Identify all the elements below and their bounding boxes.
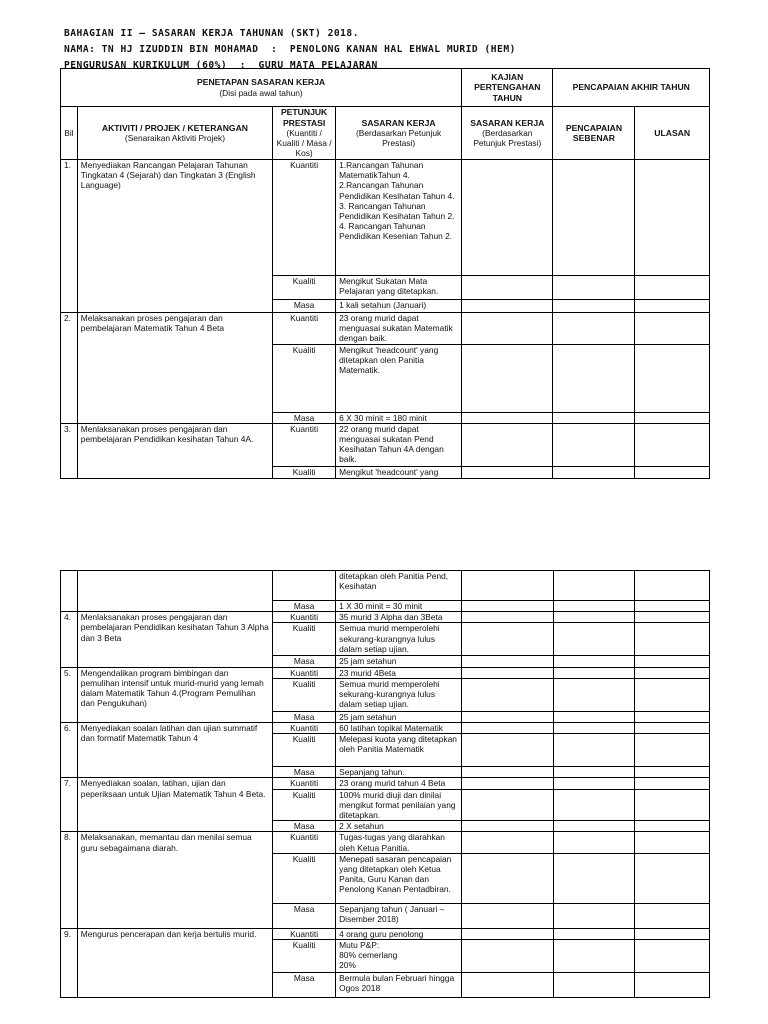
work-target: 23 murid 4Beta: [336, 667, 462, 678]
sasaran-kerja-header: SASARAN KERJA (Berdasarkan Petunjuk Prestasi): [336, 107, 462, 160]
table-row: [61, 778, 710, 789]
kajian-cell[interactable]: [462, 853, 553, 903]
pencapaian-sebenar-cell[interactable]: [553, 300, 635, 313]
kajian-cell[interactable]: [462, 623, 553, 656]
pencapaian-sebenar-cell[interactable]: [553, 767, 635, 778]
performance-indicator: Kuantiti: [273, 612, 336, 623]
performance-indicator: Masa: [273, 656, 336, 667]
work-target: Semua murid memperolehi sekurang-kurangnya lulus dalam setiap ujian.: [336, 678, 462, 711]
ulasan-cell[interactable]: [635, 723, 710, 734]
work-target: Mengikut 'headcount' yang ditetapkan olen Panitia Matematik.: [336, 344, 462, 412]
ulasan-cell[interactable]: [635, 734, 710, 767]
pencapaian-sebenar-cell[interactable]: [553, 734, 635, 767]
ulasan-cell[interactable]: [635, 853, 710, 903]
performance-indicator: Masa: [273, 711, 336, 722]
work-target: 25 jam setahun: [336, 656, 462, 667]
kajian-cell[interactable]: [462, 276, 553, 300]
petunjuk-prestasi-header: PETUNJUK PRESTASI (Kuantiti / Kualiti / Masa / Kos): [273, 107, 336, 160]
activity-description: Menyediakan Rancangan Pelajaran Tahunan Tingkatan 4 (Sejarah) dan Tingkatan 3 (English Language): [77, 160, 272, 313]
kajian-cell[interactable]: [462, 612, 553, 623]
kajian-cell[interactable]: [462, 940, 553, 973]
performance-indicator: Masa: [273, 300, 336, 313]
aktiviti-header: AKTIVITI / PROJEK / KETERANGAN (Senaraikan Aktiviti Projek): [77, 107, 272, 160]
kajian-cell[interactable]: [462, 928, 553, 939]
performance-indicator: Kuantiti: [273, 778, 336, 789]
pencapaian-sebenar-cell[interactable]: [553, 612, 635, 623]
work-target: 25 jam setahun: [336, 711, 462, 722]
activity-description: Melaksanakan, memantau dan menilai semua guru sebagaimana diarah.: [77, 832, 272, 928]
kajian-cell[interactable]: [462, 601, 553, 612]
pencapaian-sebenar-cell[interactable]: [553, 973, 635, 998]
performance-indicator: Kualiti: [273, 276, 336, 300]
ulasan-cell[interactable]: [635, 903, 710, 928]
work-target: 4 orang guru penolong: [336, 928, 462, 939]
skt-table-page-1: [60, 68, 710, 479]
ulasan-cell[interactable]: [635, 412, 710, 423]
performance-indicator: Kuantiti: [273, 723, 336, 734]
performance-indicator: Kualiti: [273, 678, 336, 711]
table-row: [61, 723, 710, 734]
work-target: 1.Rancangan Tahunan MatematikTahun 4. 2.Rancangan Tahunan Pendidikan Kesihatan Tahun 4. 3. Rancangan Tahunan Pendidikan Kesihatan Tahun 2. 4. Rancangan Tahunan Pendidikan Kesenian Tahun 2.: [336, 160, 462, 276]
kajian-cell[interactable]: [462, 767, 553, 778]
work-target: 23 orang murid tahun 4 Beta: [336, 778, 462, 789]
ulasan-cell[interactable]: [635, 656, 710, 667]
kajian-cell[interactable]: [462, 300, 553, 313]
ulasan-cell[interactable]: [635, 940, 710, 973]
work-target: Mutu P&P: 80% cemerlang 20%: [336, 940, 462, 973]
performance-indicator: Kualiti: [273, 853, 336, 903]
table-row: [61, 313, 710, 345]
pencapaian-sebenar-cell[interactable]: [553, 940, 635, 973]
table-1-body: [61, 160, 710, 479]
table-row: [61, 928, 710, 939]
ulasan-cell[interactable]: [635, 973, 710, 998]
kajian-cell[interactable]: [462, 344, 553, 412]
item-number: 7.: [61, 778, 78, 832]
pencapaian-sebenar-cell[interactable]: [553, 853, 635, 903]
pencapaian-sebenar-cell[interactable]: [553, 903, 635, 928]
pencapaian-sebenar-cell[interactable]: [553, 656, 635, 667]
ulasan-cell[interactable]: [635, 767, 710, 778]
work-target: Mengikut Sukatan Mata Pelajaran yang ditetapkan.: [336, 276, 462, 300]
kajian-cell[interactable]: [462, 571, 553, 601]
ulasan-cell[interactable]: [635, 821, 710, 832]
item-number: 2.: [61, 313, 78, 424]
ulasan-cell[interactable]: [635, 623, 710, 656]
kajian-cell[interactable]: [462, 734, 553, 767]
work-target: Menepati sasaran pencapaian yang ditetapkan oleh Ketua Panita, Guru Kanan dan Penolong Kanan Pentadbiran.: [336, 853, 462, 903]
pencapaian-sebenar-cell[interactable]: [553, 723, 635, 734]
ulasan-cell[interactable]: [635, 601, 710, 612]
ulasan-cell[interactable]: [635, 160, 710, 276]
pencapaian-sebenar-cell[interactable]: [553, 160, 635, 276]
activity-description: Mengendalikan program bimbingan dan pemulihan intensif untuk murid-murid yang lemah dalam Matematik Tahun 4.(Program Pemulihan dan Pengukuhan): [77, 667, 272, 722]
work-target: 22 orang murid dapat menguasai sukatan Pend Kesihatan Tahun 4A dengan baik.: [336, 423, 462, 466]
performance-indicator: Masa: [273, 973, 336, 998]
work-target: Sepanjang tahun ( Januari – Disember 2018): [336, 903, 462, 928]
pencapaian-sebenar-cell[interactable]: [553, 821, 635, 832]
performance-indicator: [273, 571, 336, 601]
item-number: 4.: [61, 612, 78, 667]
item-number: 8.: [61, 832, 78, 928]
performance-indicator: Masa: [273, 601, 336, 612]
performance-indicator: Kualiti: [273, 789, 336, 821]
ulasan-cell[interactable]: [635, 612, 710, 623]
kajian-cell[interactable]: [462, 313, 553, 345]
activity-description: Mengurus pencerapan dan kerja bertulis murid.: [77, 928, 272, 997]
ulasan-cell[interactable]: [635, 300, 710, 313]
kajian-cell[interactable]: [462, 656, 553, 667]
section-title: BAHAGIAN II – SASARAN KERJA TAHUNAN (SKT) 2018.: [64, 28, 359, 39]
pencapaian-sebenar-cell[interactable]: [553, 928, 635, 939]
item-number: 3.: [61, 423, 78, 478]
work-target: 1 kali setahun (Januari): [336, 300, 462, 313]
kajian-cell[interactable]: [462, 412, 553, 423]
ulasan-header: ULASAN: [635, 107, 710, 160]
performance-indicator: Masa: [273, 767, 336, 778]
item-number: 6.: [61, 723, 78, 778]
performance-indicator: Kualiti: [273, 940, 336, 973]
item-number: 1.: [61, 160, 78, 313]
ulasan-cell[interactable]: [635, 313, 710, 345]
kajian-cell[interactable]: [462, 667, 553, 678]
table-row: [61, 612, 710, 623]
pencapaian-sebenar-cell[interactable]: [553, 711, 635, 722]
kajian-cell[interactable]: [462, 423, 553, 466]
work-target: 1 X 30 minit = 30 minit: [336, 601, 462, 612]
pencapaian-sebenar-cell[interactable]: [553, 276, 635, 300]
kajian-cell[interactable]: [462, 903, 553, 928]
item-number: 9.: [61, 928, 78, 997]
kajian-cell[interactable]: [462, 466, 553, 478]
performance-indicator: Kuantiti: [273, 667, 336, 678]
kajian-cell[interactable]: [462, 723, 553, 734]
performance-indicator: Kualiti: [273, 623, 336, 656]
pencapaian-sebenar-cell[interactable]: [553, 466, 635, 478]
pencapaian-sebenar-cell[interactable]: [553, 778, 635, 789]
item-number: [61, 571, 78, 612]
kajian-sasaran-header: SASARAN KERJA (Berdasarkan Petunjuk Prestasi): [462, 107, 553, 160]
kajian-cell[interactable]: [462, 778, 553, 789]
performance-indicator: Kuantiti: [273, 160, 336, 276]
activity-description: Melaksanakan proses pengajaran dan pembelajaran Matematik Tahun 4 Beta: [77, 313, 272, 424]
ulasan-cell[interactable]: [635, 928, 710, 939]
ulasan-cell[interactable]: [635, 276, 710, 300]
kajian-cell[interactable]: [462, 821, 553, 832]
activity-description: Menyediakan soalan, latihan, ujian dan peperiksaan untuk Ujian Matematik Tahun 4 Beta.: [77, 778, 272, 832]
work-target: 100% murid diuji dan dinilai mengikut format penilaian yang ditetapkan.: [336, 789, 462, 821]
pencapaian-sebenar-cell[interactable]: [553, 789, 635, 821]
performance-indicator: Kualiti: [273, 734, 336, 767]
work-target: 23 orang murid dapat menguasai sukatan Matematik dengan baik.: [336, 313, 462, 345]
ulasan-cell[interactable]: [635, 778, 710, 789]
kajian-cell[interactable]: [462, 789, 553, 821]
work-target: Sepanjang tahun.: [336, 767, 462, 778]
performance-indicator: Kuantiti: [273, 832, 336, 853]
activity-description: [77, 571, 272, 612]
pencapaian-sebenar-cell[interactable]: [553, 313, 635, 345]
work-target: Bermula bulan Februari hingga Ogos 2018: [336, 973, 462, 998]
pencapaian-sebenar-cell[interactable]: [553, 571, 635, 601]
table-2-body: [61, 571, 710, 998]
pencapaian-sebenar-cell[interactable]: [553, 667, 635, 678]
performance-indicator: Kualiti: [273, 466, 336, 478]
kajian-cell[interactable]: [462, 973, 553, 998]
performance-indicator: Kuantiti: [273, 928, 336, 939]
kajian-cell[interactable]: [462, 678, 553, 711]
work-target: Melepasi kuota yang ditetapkan oleh Panitia Matematik: [336, 734, 462, 767]
ulasan-cell[interactable]: [635, 344, 710, 412]
ulasan-cell[interactable]: [635, 667, 710, 678]
activity-description: Menyediakan soalan latihan dan ujian summatif dan formatif Matematik Tahun 4: [77, 723, 272, 778]
ulasan-cell[interactable]: [635, 832, 710, 853]
pencapaian-sebenar-cell[interactable]: [553, 412, 635, 423]
name-line: NAMA: TN HJ IZUDDIN BIN MOHAMAD : PENOLONG KANAN HAL EHWAL MURID (HEM): [64, 44, 516, 55]
performance-indicator: Kuantiti: [273, 423, 336, 466]
pencapaian-sebenar-cell[interactable]: [553, 423, 635, 466]
performance-indicator: Masa: [273, 821, 336, 832]
work-target: Mengikut 'headcount' yang: [336, 466, 462, 478]
role-line: PENGURUSAN KURIKULUM (60%) : GURU MATA PELAJARAN: [64, 60, 378, 71]
activity-description: Menlaksanakan proses pengajaran dan pembelajaran Pendidikan kesihatan Tahun 3 Alpha dan 3 Beta: [77, 612, 272, 667]
kajian-cell[interactable]: [462, 832, 553, 853]
table-row: [61, 571, 710, 601]
table-row: [61, 160, 710, 276]
table-row: [61, 423, 710, 466]
ulasan-cell[interactable]: [635, 423, 710, 466]
work-target: Semua murid memperolehi sekurang-kurangnya lulus dalam setiap ujian.: [336, 623, 462, 656]
pencapaian-sebenar-cell[interactable]: [553, 623, 635, 656]
item-number: 5.: [61, 667, 78, 722]
pencapaian-akhir-header: PENCAPAIAN AKHIR TAHUN: [553, 69, 710, 107]
ulasan-cell[interactable]: [635, 789, 710, 821]
pencapaian-sebenar-cell[interactable]: [553, 832, 635, 853]
pencapaian-sebenar-cell[interactable]: [553, 344, 635, 412]
bil-header: Bil: [61, 107, 78, 160]
pencapaian-sebenar-cell[interactable]: [553, 601, 635, 612]
work-target: ditetapkan oleh Panitia Pend, Kesihatan: [336, 571, 462, 601]
activity-description: Menlaksanakan proses pengajaran dan pembelajaran Pendidikan kesihatan Tahun 4A.: [77, 423, 272, 478]
pencapaian-sebenar-header: PENCAPAIAN SEBENAR: [553, 107, 635, 160]
page-header: [64, 26, 724, 74]
ulasan-cell[interactable]: [635, 571, 710, 601]
work-target: Tugas-tugas yang diarahkan oleh Ketua Panitia.: [336, 832, 462, 853]
penetapan-sasaran-header: PENETAPAN SASARAN KERJA (Disi pada awal tahun): [61, 69, 462, 107]
skt-table-page-2: [60, 570, 710, 998]
kajian-pertengahan-header: KAJIAN PERTENGAHAN TAHUN: [462, 69, 553, 107]
work-target: 35 murid 3 Alpha dan 3Beta: [336, 612, 462, 623]
kajian-cell[interactable]: [462, 160, 553, 276]
kajian-cell[interactable]: [462, 711, 553, 722]
ulasan-cell[interactable]: [635, 678, 710, 711]
performance-indicator: Kuantiti: [273, 313, 336, 345]
ulasan-cell[interactable]: [635, 466, 710, 478]
performance-indicator: Kualiti: [273, 344, 336, 412]
table-row: [61, 832, 710, 853]
work-target: 60 latihan topikal Matematik: [336, 723, 462, 734]
table-row: [61, 667, 710, 678]
performance-indicator: Masa: [273, 412, 336, 423]
work-target: 6 X 30 minit = 180 minit: [336, 412, 462, 423]
performance-indicator: Masa: [273, 903, 336, 928]
pencapaian-sebenar-cell[interactable]: [553, 678, 635, 711]
ulasan-cell[interactable]: [635, 711, 710, 722]
work-target: 2 X setahun: [336, 821, 462, 832]
